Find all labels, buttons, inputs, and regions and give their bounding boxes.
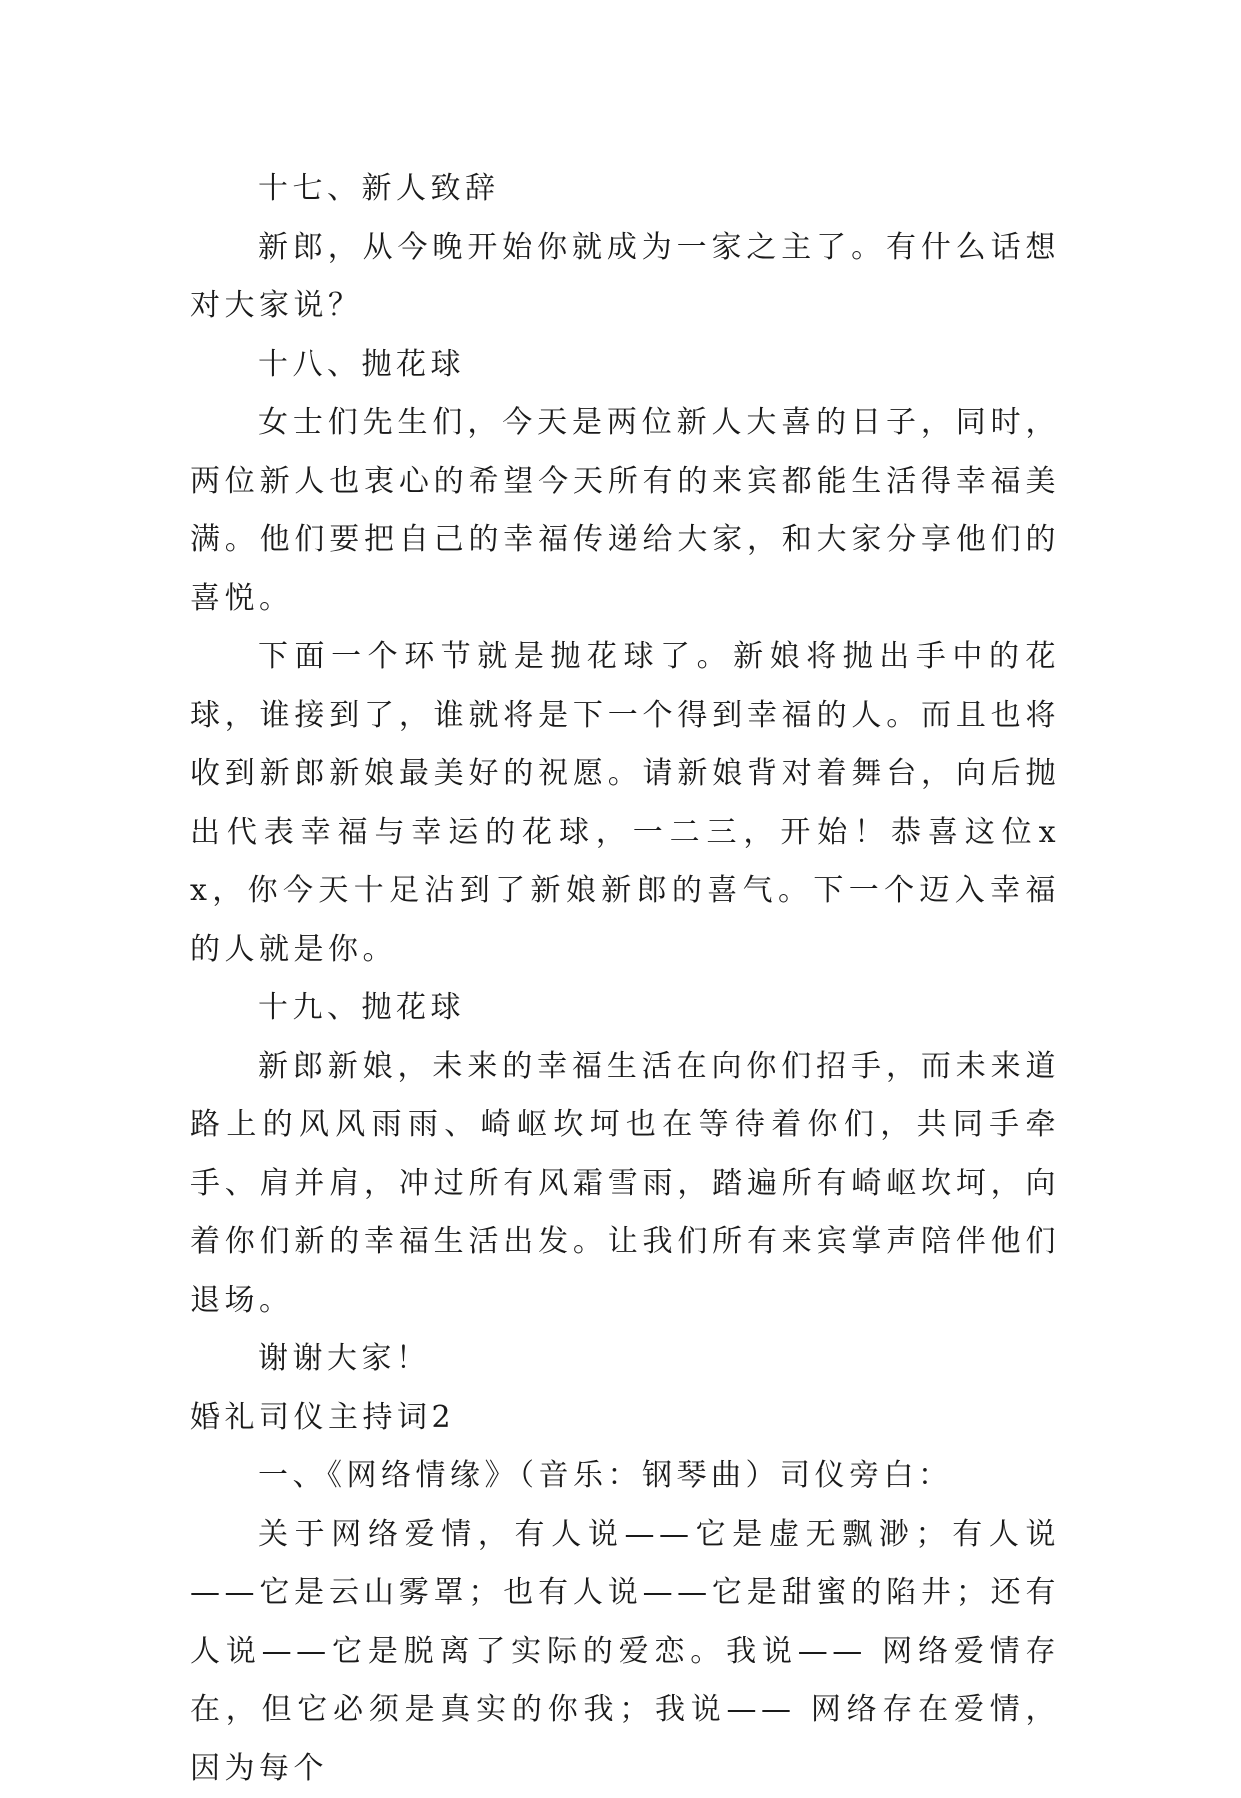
- paragraph-online-love: 关于网络爱情，有人说——它是虚无飘渺；有人说——它是云山雾罩；也有人说——它是甜蜜的陷井；还有人说——它是脱离了实际的爱恋。我说—— 网络爱情存在，但它必须是真实的你我；我说—— 网络存在爱情，因为每个: [190, 1506, 1060, 1798]
- paragraph-thanks: 谢谢大家！: [190, 1330, 1060, 1389]
- document-title-2: 婚礼司仪主持词2: [190, 1389, 1060, 1448]
- paragraph-newlywed-speech: 新郎，从今晚开始你就成为一家之主了。有什么话想对大家说？: [190, 219, 1060, 336]
- section-heading-17: 十七、新人致辞: [190, 160, 1060, 219]
- paragraph-bouquet-toss: 下面一个环节就是抛花球了。新娘将抛出手中的花球，谁接到了，谁就将是下一个得到幸福的人。而且也将收到新郎新娘最美好的祝愿。请新娘背对着舞台，向后抛出代表幸福与幸运的花球，一二三，开始！恭喜这位xx，你今天十足沾到了新娘新郎的喜气。下一个迈入幸福的人就是你。: [190, 628, 1060, 979]
- section-heading-18: 十八、抛花球: [190, 336, 1060, 395]
- paragraph-future-life: 新郎新娘，未来的幸福生活在向你们招手，而未来道路上的风风雨雨、崎岖坎坷也在等待着你们，共同手牵手、肩并肩，冲过所有风霜雪雨，踏遍所有崎岖坎坷，向着你们新的幸福生活出发。让我们所有来宾掌声陪伴他们退场。: [190, 1038, 1060, 1331]
- section-heading-1: 一、《网络情缘》（音乐：钢琴曲）司仪旁白：: [190, 1447, 1060, 1506]
- section-heading-19: 十九、抛花球: [190, 979, 1060, 1038]
- document-body: [190, 160, 1060, 1798]
- paragraph-ladies-gentlemen: 女士们先生们，今天是两位新人大喜的日子，同时，两位新人也衷心的希望今天所有的来宾都能生活得幸福美满。他们要把自己的幸福传递给大家，和大家分享他们的喜悦。: [190, 394, 1060, 628]
